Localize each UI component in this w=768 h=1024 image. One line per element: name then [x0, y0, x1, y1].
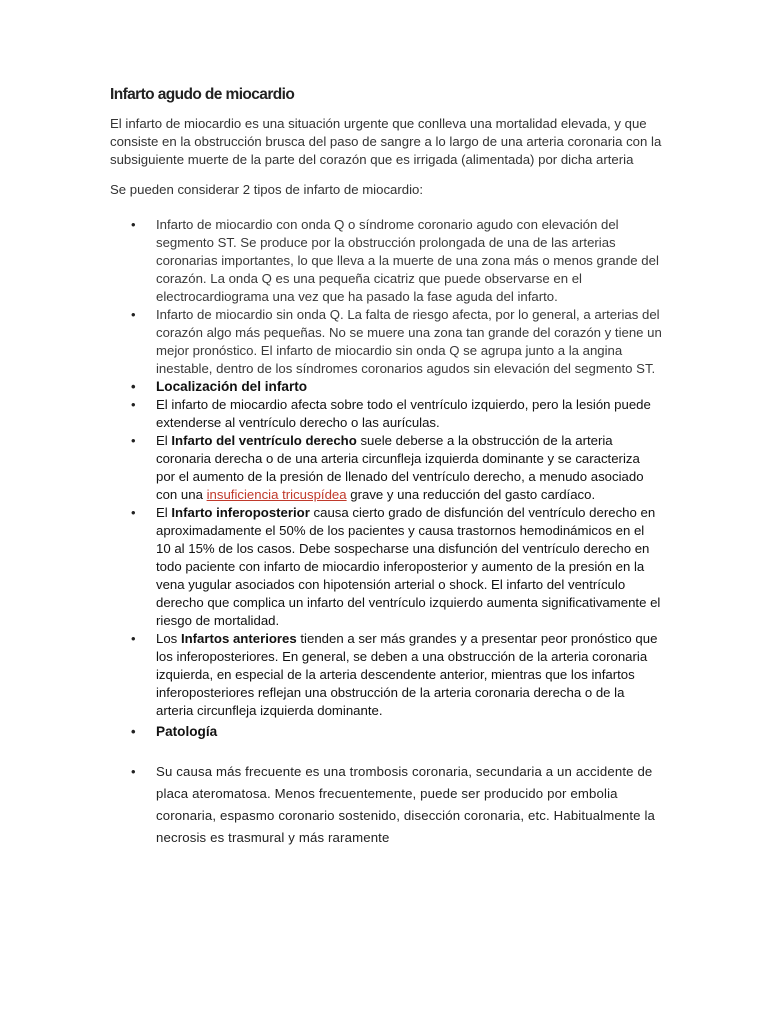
list-item-inferoposterior: [110, 504, 662, 630]
list-item-patologia-heading: • Patología: [110, 723, 662, 741]
text-segment: suele deberse a la obstrucción de la arteria coronaria derecha o de una arteria circunfleja izquierda dominante y se caracteriza por el aumento de la presión de llenado del ventrículo derecho, a menudo asociado con una: [156, 433, 644, 502]
text-segment: El: [156, 433, 172, 448]
document-page: [110, 86, 662, 849]
list-item-anteriores: [110, 630, 662, 720]
list-item-ventriculo-derecho: [110, 432, 662, 504]
bullet-list-patologia: [110, 761, 662, 849]
text-segment: El: [156, 505, 172, 520]
text-segment: tienden a ser más grandes y a presentar peor pronóstico que los inferoposteriores. En general, se deben a una obstrucción de la arteria coronaria izquierda, en especial de la arteria descendente anterior, mientras que los infartos inferoposteriores reflejan una obstrucción de la arteria coronaria derecha o de la arteria circunfleja izquierda dominante.: [156, 631, 658, 718]
insuficiencia-tricuspidea-link[interactable]: insuficiencia tricuspídea: [206, 487, 347, 502]
intro-paragraph: El infarto de miocardio es una situación urgente que conlleva una mortalidad elevada, y que consiste en la obstrucción brusca del paso de sangre a lo largo de una arteria coronaria con la subsiguiente muerte de la parte del corazón que es irrigada (alimentada) por dicha arteria: [110, 116, 662, 167]
list-item-ventriculo-izquierdo: • El infarto de miocardio afecta sobre todo el ventrículo izquierdo, pero la lesión puede extenderse al ventrículo derecho o las aurículas.: [110, 396, 662, 432]
bold-term: Infartos anteriores: [180, 631, 297, 646]
text-segment: Los: [156, 631, 181, 646]
list-item-causa: • Su causa más frecuente es una trombosis coronaria, secundaria a un accidente de placa ateromatosa. Menos frecuentemente, puede ser producido por embolia coronaria, espasmo coronario sostenido, disección coronaria, etc. Habitualmente la necrosis es trasmural y más raramente: [110, 761, 662, 849]
list-item-infarto-onda-q: • Infarto de miocardio con onda Q o síndrome coronario agudo con elevación del segmento ST. Se produce por la obstrucción prolongada de una de las arterias coronarias importantes, lo que lleva a la muerte de una zona más o menos grande del corazón. La onda Q es una pequeña cicatriz que puede observarse en el electrocardiograma una vez que ha pasado la fase aguda del infarto.: [110, 216, 662, 306]
spacer: [110, 741, 662, 761]
bold-term: Infarto del ventrículo derecho: [171, 433, 357, 448]
list-item-localizacion-heading: • Localización del infarto: [110, 378, 662, 396]
document-title: Infarto agudo de miocardio: [110, 86, 295, 103]
text-segment: causa cierto grado de disfunción del ventrículo derecho en aproximadamente el 50% de los pacientes y causa trastornos hemodinámicos en el 10 al 15% de los casos. Debe sospecharse una disfunción del ventrículo derecho en todo paciente con infarto de miocardio inferoposterior y aumento de la presión en la vena yugular asociados con hipotensión arterial o shock. El infarto del ventrículo derecho que complica un infarto del ventrículo izquierdo aumenta significativamente el riesgo de mortalidad.: [156, 505, 661, 628]
bold-term: Infarto inferoposterior: [171, 505, 310, 520]
bullet-list: [110, 216, 662, 741]
text-segment: grave y una reducción del gasto cardíaco.: [346, 487, 596, 502]
types-intro-paragraph: Se pueden considerar 2 tipos de infarto de miocardio:: [110, 182, 424, 197]
list-item-infarto-sin-onda-q: • Infarto de miocardio sin onda Q. La falta de riesgo afecta, por lo general, a arterias del corazón algo más pequeñas. No se muere una zona tan grande del corazón y tiene un mejor pronóstico. El infarto de miocardio sin onda Q se agrupa junto a la angina inestable, dentro de los síndromes coronarios agudos sin elevación del segmento ST.: [110, 306, 662, 378]
